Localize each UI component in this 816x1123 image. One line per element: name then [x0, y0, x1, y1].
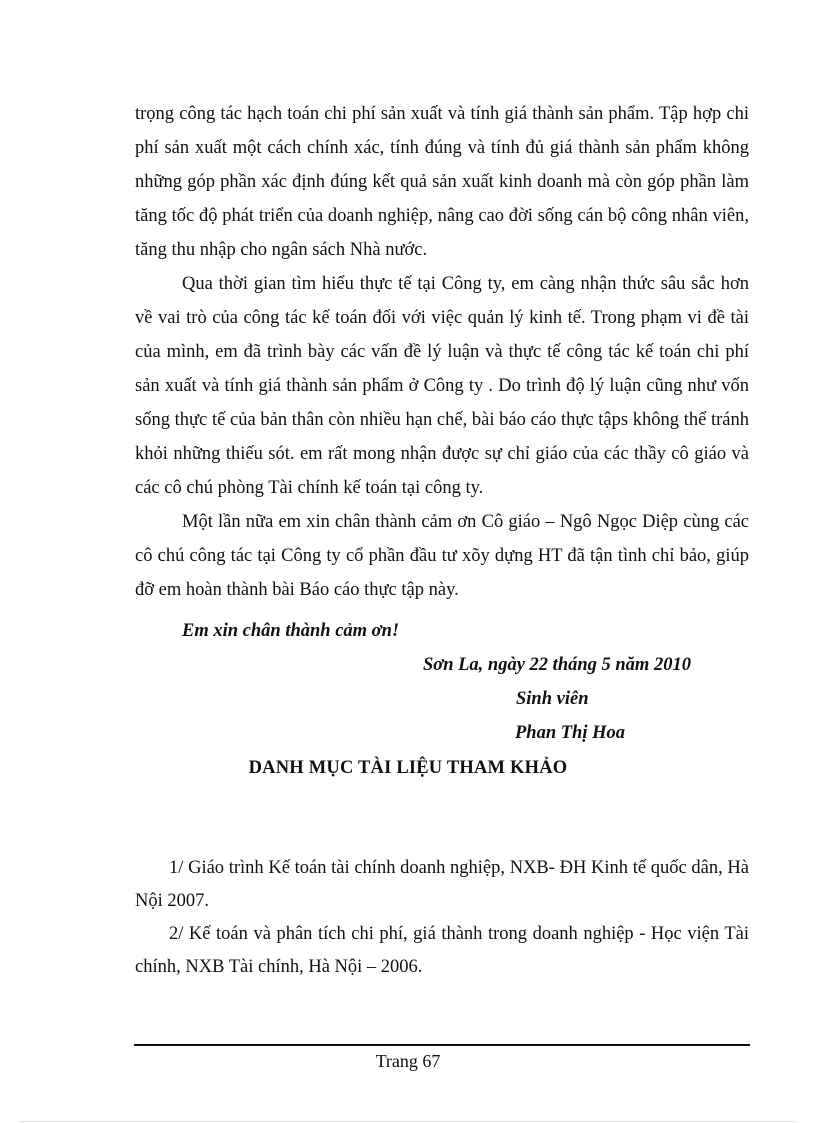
body-text: [135, 97, 749, 607]
signature-name: Phan Thị Hoa: [515, 723, 625, 743]
references-list: [135, 852, 749, 984]
closing-thanks: Em xin chân thành cảm ơn!: [182, 621, 400, 641]
signature-place-date: Sơn La, ngày 22 tháng 5 năm 2010: [423, 655, 691, 675]
paragraph: trọng công tác hạch toán chi phí sản xuất và tính giá thành sản phẩm. Tập hợp chi phí sản xuất một cách chính xác, tính đúng và tính đủ giá thành sản phẩm không những góp phần xác định đúng kết quả sản xuất kinh doanh mà còn góp phần làm tăng tốc độ phát triển của doanh nghiệp, nâng cao đời sống cán bộ công nhân viên, tăng thu nhập cho ngân sách Nhà nước.: [135, 104, 749, 260]
page-number: Trang 67: [375, 1051, 441, 1071]
paragraph: Một lần nữa em xin chân thành cảm ơn Cô giáo – Ngô Ngọc Diệp cùng các cô chú công tác tại Công ty cổ phần đầu tư xõy dựng HT đã tận tình chỉ bảo, giúp đỡ em hoàn thành bài Báo cáo thực tập này.: [135, 512, 749, 600]
references-title: DANH MỤC TÀI LIỆU THAM KHẢO: [248, 758, 568, 778]
footer-divider: [134, 1044, 750, 1046]
paragraph: Qua thời gian tìm hiểu thực tế tại Công ty, em càng nhận thức sâu sắc hơn về vai trò của công tác kế toán đối với việc quản lý kinh tế. Trong phạm vi đề tài của mình, em đã trình bày các vấn đề lý luận và thực tế công tác kế toán chi phí sản xuất và tính giá thành sản phẩm ở Công ty . Do trình độ lý luận cũng như vốn sống thực tế của bản thân còn nhiều hạn chế, bài báo cáo thực tậps không thể tránh khỏi những thiếu sót. em rất mong nhận được sự chỉ giáo của các thầy cô giáo và các cô chú phòng Tài chính kế toán tại công ty.: [135, 274, 749, 498]
signature-role: Sinh viên: [516, 689, 589, 709]
reference-item: 1/ Giáo trình Kế toán tài chính doanh nghiệp, NXB- ĐH Kinh tế quốc dân, Hà Nội 2007.: [135, 858, 749, 911]
page-edge-divider: [20, 1121, 796, 1122]
reference-item: 2/ Kế toán và phân tích chi phí, giá thành trong doanh nghiệp - Học viện Tài chính, NXB Tài chính, Hà Nội – 2006.: [135, 924, 749, 977]
